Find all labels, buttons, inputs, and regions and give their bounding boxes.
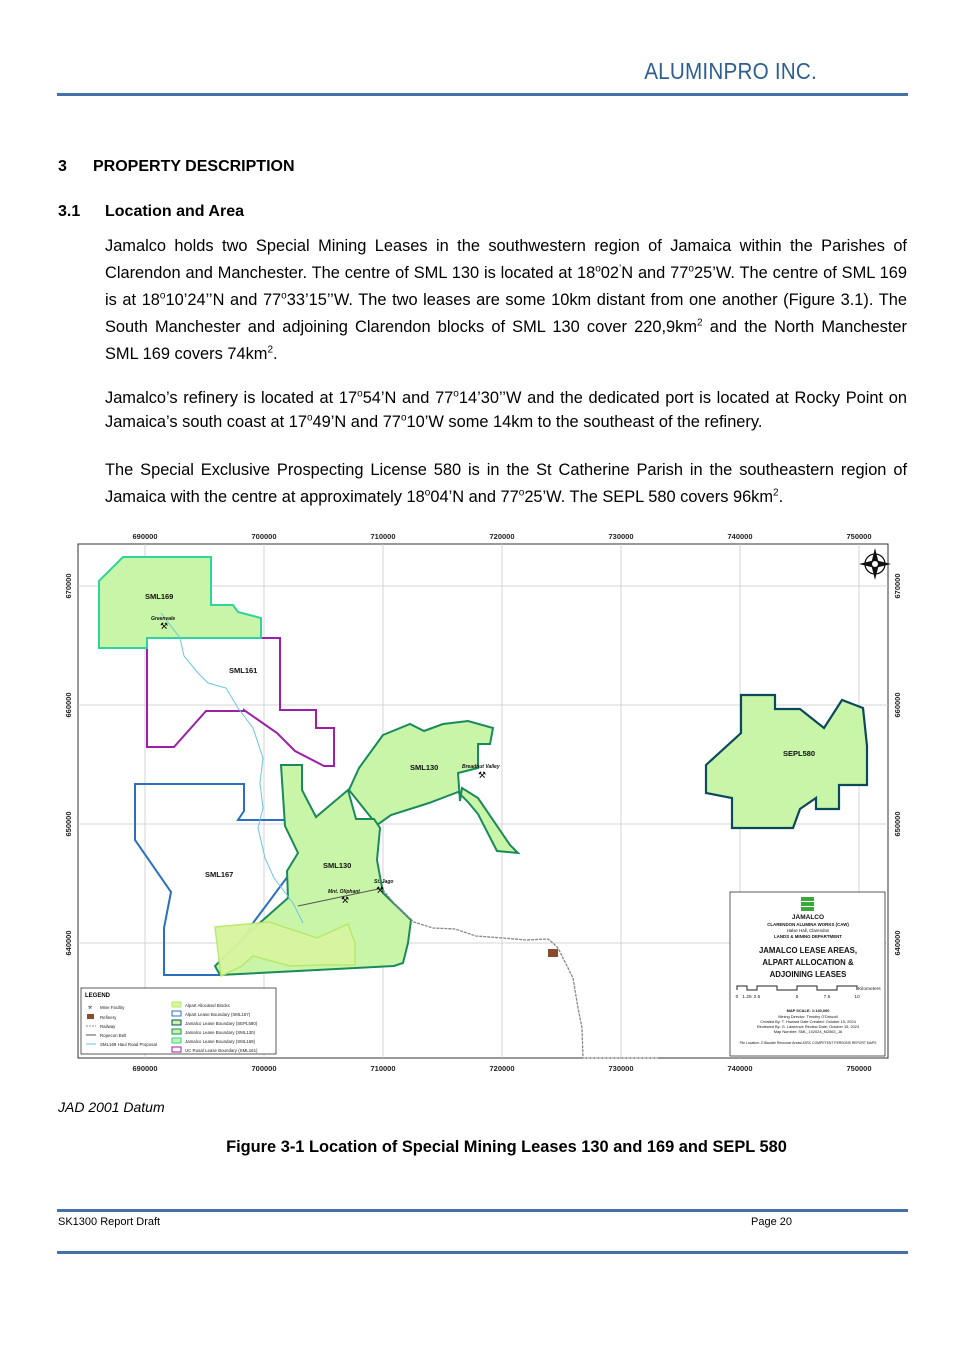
map-meta: File Location: Z:\Bauxite Resource Areas\JORC COMPETENT PERSONS REPORT MAPS (739, 1041, 877, 1045)
x-tick-bottom: 740000 (727, 1064, 753, 1073)
company-name: ALUMINPRO INC. (644, 58, 817, 84)
legend-item: Ropecon Belt (100, 1033, 127, 1038)
legend-item: SML169 Haul Road Proposal (100, 1042, 157, 1047)
y-tick-right: 650000 (893, 811, 902, 837)
x-tick-top: 690000 (132, 532, 158, 541)
x-tick-top: 730000 (608, 532, 634, 541)
map-meta: Reviewed By: G. Lawrence Review Date: October 15, 2024 (756, 1024, 860, 1029)
subsection-title: Location and Area (105, 203, 244, 220)
x-tick-bottom: 720000 (489, 1064, 515, 1073)
paragraph-refinery: Jamalco’s refinery is located at 17$^o$54’N and 77$^o$14’30’’W and the dedicated port is located at Rocky Point on Jamaica’s south coast at 17$^o$49’N and 77$^o$10’W some 14km to the southeast of the refinery. (105, 388, 907, 431)
svg-text:0: 0 (735, 995, 739, 1000)
x-tick-bottom: 730000 (608, 1064, 634, 1073)
label-breadnut-valley: Breadnut Valley (462, 764, 500, 770)
legend-refinery-swatch (87, 1014, 94, 1019)
footer-page-number: Page 20 (751, 1216, 792, 1228)
x-tick-bottom: 690000 (132, 1064, 158, 1073)
map-scale-text: MAP SCALE: 1:140,000 (786, 1008, 830, 1013)
x-tick-top: 710000 (370, 532, 396, 541)
x-tick-top: 700000 (251, 532, 277, 541)
subsection-number: 3.1 (58, 203, 81, 220)
legend-item: Railway (100, 1024, 116, 1029)
refinery-icon (548, 949, 558, 957)
legend-swatch (172, 1029, 181, 1034)
label-sepl580: SEPL580 (783, 749, 816, 758)
legend-item: Alpart Allocated Blocks (185, 1003, 230, 1008)
legend-swatch (172, 1020, 181, 1025)
x-tick-top: 750000 (846, 532, 872, 541)
map-title: JAMALCO LEASE AREAS, (758, 946, 858, 955)
map-title: ADJOINING LEASES (769, 970, 847, 979)
legend-swatch (172, 1038, 181, 1043)
label-st-jago: St. Jago (374, 879, 394, 885)
section-number: 3 (58, 158, 67, 175)
map-meta: Mining Director: Timothy O'Driscoll (778, 1014, 838, 1019)
label-sml130-east: SML130 (410, 763, 439, 772)
map-meta: Created By: T. Howard Date Created: October 15, 2024 (760, 1019, 856, 1024)
label-mnt-oliphant: Mnt. Oliphant (328, 889, 360, 895)
map-title: ALPART ALLOCATION & (762, 958, 854, 967)
y-tick-right: 660000 (893, 692, 902, 718)
legend-item: Jamalco Lease Boundary (SML130) (185, 1030, 256, 1035)
paragraph-sml-leases: Jamalco holds two Special Mining Leases in the southwestern region of Jamaica within the Parishes of Clarendon and Manchester. The centre of SML 130 is located at 18$^o$02’N and 77$^o$25’W. The centre of SML 169 is at 18$^o$10’24’’N and 77$^o$33’15’’W. The two leases are some 10km distant from one another (Figure 3.1). The South Manchester and adjoining Clarendon blocks of SML 130 cover $220,9km^2$ and the North Manchester SML 169 covers $74km^2$. (105, 237, 907, 363)
label-sml161: SML161 (229, 666, 258, 675)
svg-text:7.5: 7.5 (823, 995, 831, 1000)
legend-item: Refinery (100, 1015, 117, 1020)
mine-icon: ⚒ (376, 885, 385, 895)
title-line: CLARENDON ALUMINA WORKS (CAW) (767, 922, 849, 927)
paragraph-sepl: The Special Exclusive Prospecting License 580 is in the St Catherine Parish in the southeastern region of Jamaica with the centre at approximately 18$^o$04’N and 77$^o$25’W. The SEPL 580 covers $96km^2$. (105, 461, 907, 506)
legend-item: Jamalco Lease Boundary (SML169) (185, 1039, 256, 1044)
y-tick-left: 670000 (64, 573, 73, 599)
datum-note: JAD 2001 Datum (58, 1099, 165, 1115)
label-greenvale: Greenvale (151, 616, 176, 622)
figure-caption: Figure 3-1 Location of Special Mining Leases 130 and 169 and SEPL 580 (226, 1138, 787, 1156)
legend-title: LEGEND (85, 993, 111, 999)
x-tick-bottom: 700000 (251, 1064, 277, 1073)
svg-text:5: 5 (795, 995, 799, 1000)
label-sml167: SML167 (205, 870, 234, 879)
legend-swatch (172, 1002, 181, 1007)
x-tick-top: 740000 (727, 532, 753, 541)
header-rule (57, 93, 908, 96)
y-tick-left: 660000 (64, 692, 73, 718)
svg-text:10: 10 (854, 995, 860, 1000)
y-tick-right: 640000 (893, 930, 902, 956)
map-meta: Map Number: SML_102024_M2563_JA (773, 1029, 843, 1034)
title-line: Halse Hall, Clarendon (786, 928, 830, 933)
map-title-block (730, 892, 885, 1056)
mine-icon: ⚒ (341, 895, 350, 905)
footer-rule (57, 1209, 908, 1212)
legend-item: UC Rusal Lease Boundary (SML161) (185, 1048, 258, 1053)
svg-text:2.5: 2.5 (753, 995, 761, 1000)
x-tick-bottom: 710000 (370, 1064, 396, 1073)
jamalco-logo-icon (801, 897, 814, 911)
svg-text:1.25: 1.25 (742, 995, 752, 1000)
y-tick-left: 650000 (64, 811, 73, 837)
label-sml169: SML169 (145, 592, 174, 601)
title-line: LANDS & MINING DEPARTMENT (774, 934, 842, 939)
x-tick-bottom: 750000 (846, 1064, 872, 1073)
mine-icon: ⚒ (478, 770, 487, 780)
legend-item: Alpart Lease Boundary (SML167) (185, 1012, 251, 1017)
subsection-heading (58, 203, 244, 221)
section-heading (58, 158, 295, 176)
title-brand: JAMALCO (791, 914, 825, 921)
svg-text:Kilometers: Kilometers (858, 987, 881, 992)
x-tick-top: 720000 (489, 532, 515, 541)
legend-item: Jamalco Lease Boundary (SEPL580) (185, 1021, 258, 1026)
legend-item: Mine Facility (100, 1005, 125, 1010)
mine-icon: ⚒ (160, 621, 169, 631)
lease-map-figure (58, 528, 908, 1076)
section-title: PROPERTY DESCRIPTION (93, 158, 295, 175)
y-tick-left: 640000 (64, 930, 73, 956)
footer-doc-name: SK1300 Report Draft (58, 1216, 161, 1228)
map-legend (81, 988, 276, 1054)
y-tick-right: 670000 (893, 573, 902, 599)
footer-rule-bottom (57, 1251, 908, 1254)
label-sml130-south: SML130 (323, 861, 352, 870)
legend-icon: ⚒ (88, 1005, 92, 1010)
